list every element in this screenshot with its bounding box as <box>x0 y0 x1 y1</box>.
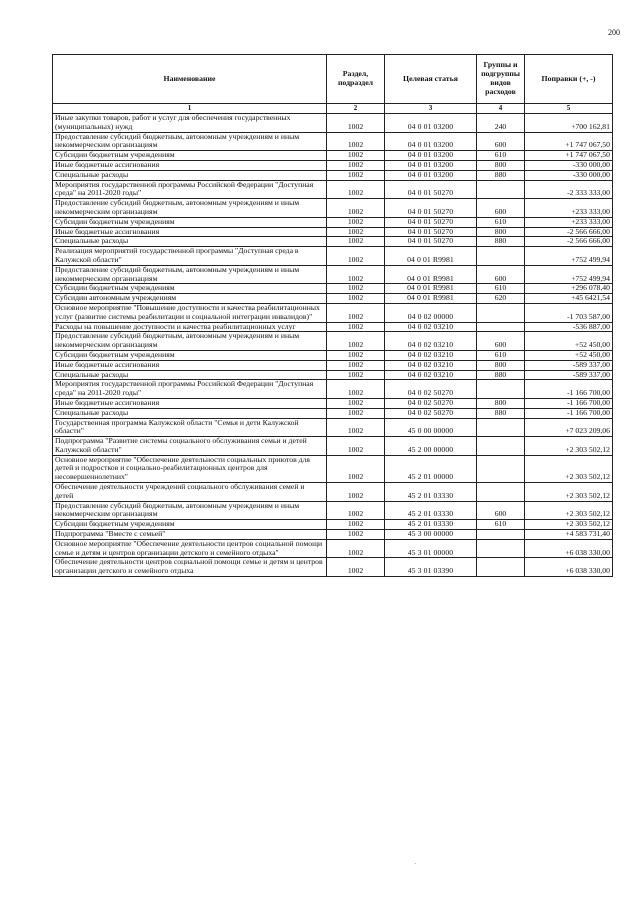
row-expense-group: 880 <box>477 370 525 380</box>
row-expense-group: 800 <box>477 160 525 170</box>
row-name: Иные закупки товаров, работ и услуг для обеспечения государственных (муниципальных) нужд <box>53 114 327 133</box>
table-row <box>53 418 613 437</box>
row-amount: +233 333,00 <box>525 199 613 218</box>
row-amount: -2 566 666,00 <box>525 227 613 237</box>
row-target-code: 04 0 01 R9981 <box>385 265 477 284</box>
row-name: Иные бюджетные ассигнования <box>53 160 327 170</box>
row-name: Мероприятия государственной программы Российской Федерации "Доступная среда" на 2011-2020 годы" <box>53 380 327 399</box>
row-target-code: 45 3 01 00000 <box>385 539 477 558</box>
row-expense-group <box>477 247 525 266</box>
row-section: 1002 <box>327 227 385 237</box>
row-expense-group: 600 <box>477 501 525 520</box>
row-name: Субсидии автономным учреждениям <box>53 294 327 304</box>
column-number: 1 <box>53 104 327 114</box>
row-amount: +6 038 330,00 <box>525 539 613 558</box>
header-name: Наименование <box>53 55 327 104</box>
table-row <box>53 483 613 502</box>
row-amount: -1 166 700,00 <box>525 380 613 399</box>
row-name: Предоставление субсидий бюджетным, автономным учреждениям и иным некоммерческим организациям <box>53 199 327 218</box>
row-amount: -330 000,00 <box>525 170 613 180</box>
table-row <box>53 132 613 151</box>
row-section: 1002 <box>327 160 385 170</box>
column-number: 2 <box>327 104 385 114</box>
row-name: Иные бюджетные ассигнования <box>53 360 327 370</box>
row-section: 1002 <box>327 303 385 322</box>
row-name: Государственная программа Калужской области "Семья и дети Калужской области" <box>53 418 327 437</box>
row-expense-group <box>477 322 525 332</box>
row-section: 1002 <box>327 418 385 437</box>
row-target-code: 04 0 02 03210 <box>385 322 477 332</box>
row-target-code: 04 0 01 03200 <box>385 132 477 151</box>
row-name: Расходы на повышение доступности и качества реабилитационных услуг <box>53 322 327 332</box>
row-name: Основное мероприятие "Обеспечение деятельности социальных приютов для детей и подростков и социально-реабилитационных центров для несовершеннолетних" <box>53 455 327 482</box>
row-amount: +752 499,94 <box>525 247 613 266</box>
row-name: Предоставление субсидий бюджетным, автономным учреждениям и иным некоммерческим организациям <box>53 332 327 351</box>
row-name: Субсидии бюджетным учреждениям <box>53 520 327 530</box>
row-name: Обеспечение деятельности учреждений социального обслуживания семей и детей <box>53 483 327 502</box>
row-section: 1002 <box>327 247 385 266</box>
row-expense-group <box>477 380 525 399</box>
table-row <box>53 199 613 218</box>
row-name: Реализация мероприятий государственной программы "Доступная среда в Калужской области" <box>53 247 327 266</box>
row-section: 1002 <box>327 132 385 151</box>
row-section: 1002 <box>327 322 385 332</box>
row-expense-group <box>477 180 525 199</box>
row-section: 1002 <box>327 398 385 408</box>
row-amount: +2 303 502,12 <box>525 501 613 520</box>
row-section: 1002 <box>327 151 385 161</box>
row-section: 1002 <box>327 114 385 133</box>
row-target-code: 04 0 01 50270 <box>385 180 477 199</box>
row-target-code: 04 0 02 50270 <box>385 380 477 399</box>
row-expense-group <box>477 455 525 482</box>
row-amount: -1 703 587,00 <box>525 303 613 322</box>
table-row <box>53 437 613 456</box>
row-section: 1002 <box>327 483 385 502</box>
scan-mark: · <box>414 860 417 868</box>
table-row <box>53 398 613 408</box>
row-expense-group: 880 <box>477 170 525 180</box>
row-target-code: 04 0 01 R9981 <box>385 247 477 266</box>
row-expense-group <box>477 303 525 322</box>
row-expense-group: 800 <box>477 360 525 370</box>
row-amount: +2 303 502,12 <box>525 437 613 456</box>
row-name: Специальные расходы <box>53 370 327 380</box>
row-target-code: 04 0 01 50270 <box>385 227 477 237</box>
row-name: Основное мероприятие "Повышение доступности и качества реабилитационных услуг (развитие системы реабилитации и социальной интеграции инвалидов)" <box>53 303 327 322</box>
row-target-code: 04 0 02 50270 <box>385 408 477 418</box>
header-amount: Поправки (+, -) <box>525 55 613 104</box>
row-expense-group: 880 <box>477 408 525 418</box>
table-row <box>53 350 613 360</box>
table-header-row <box>53 55 613 104</box>
column-numbers-row <box>53 104 613 114</box>
row-target-code: 45 3 01 03390 <box>385 558 477 577</box>
row-amount: +4 583 731,40 <box>525 530 613 540</box>
row-expense-group: 880 <box>477 237 525 247</box>
row-amount: -536 887,00 <box>525 322 613 332</box>
budget-amendments-table <box>52 54 613 577</box>
row-name: Субсидии бюджетным учреждениям <box>53 350 327 360</box>
row-section: 1002 <box>327 501 385 520</box>
row-target-code: 04 0 02 03210 <box>385 350 477 360</box>
table-row <box>53 180 613 199</box>
row-name: Обеспечение деятельности центров социальной помощи семье и детям и центров организации детского и семейного отдыха <box>53 558 327 577</box>
row-amount: +2 303 502,12 <box>525 483 613 502</box>
row-name: Специальные расходы <box>53 408 327 418</box>
row-expense-group <box>477 437 525 456</box>
table-row <box>53 114 613 133</box>
table-row <box>53 294 613 304</box>
row-expense-group: 610 <box>477 520 525 530</box>
row-target-code: 04 0 02 50270 <box>385 398 477 408</box>
header-target: Целевая статья <box>385 55 477 104</box>
table-row <box>53 539 613 558</box>
row-amount: -2 566 666,00 <box>525 237 613 247</box>
row-name: Специальные расходы <box>53 237 327 247</box>
row-name: Подпрограмма "Развитие системы социального обслуживания семьи и детей Калужской области" <box>53 437 327 456</box>
row-target-code: 45 2 01 03330 <box>385 520 477 530</box>
row-section: 1002 <box>327 284 385 294</box>
row-section: 1002 <box>327 370 385 380</box>
row-target-code: 04 0 01 03200 <box>385 151 477 161</box>
row-name: Специальные расходы <box>53 170 327 180</box>
row-name: Субсидии бюджетным учреждениям <box>53 217 327 227</box>
row-amount: +2 303 502,12 <box>525 455 613 482</box>
row-expense-group <box>477 483 525 502</box>
row-target-code: 04 0 01 R9981 <box>385 294 477 304</box>
table-row <box>53 455 613 482</box>
row-section: 1002 <box>327 199 385 218</box>
row-amount: -1 166 700,00 <box>525 408 613 418</box>
row-target-code: 04 0 01 50270 <box>385 237 477 247</box>
row-name: Основное мероприятие "Обеспечение деятельности центров социальной помощи семье и детям и центров организации детского и семейного отдыха" <box>53 539 327 558</box>
page-number: 200 <box>608 28 620 37</box>
row-section: 1002 <box>327 408 385 418</box>
row-name: Мероприятия государственной программы Российской Федерации "Доступная среда" на 2011-2020 годы" <box>53 180 327 199</box>
header-section: Раздел, подраздел <box>327 55 385 104</box>
table-row <box>53 170 613 180</box>
row-amount: +1 747 067,50 <box>525 151 613 161</box>
row-amount: -1 166 700,00 <box>525 398 613 408</box>
row-amount: -589 337,00 <box>525 370 613 380</box>
row-target-code: 04 0 01 50270 <box>385 199 477 218</box>
row-name: Иные бюджетные ассигнования <box>53 398 327 408</box>
table-row <box>53 160 613 170</box>
row-section: 1002 <box>327 170 385 180</box>
row-target-code: 04 0 01 50270 <box>385 217 477 227</box>
row-amount: +6 038 330,00 <box>525 558 613 577</box>
row-target-code: 04 0 01 R9981 <box>385 284 477 294</box>
row-amount: +752 499,94 <box>525 265 613 284</box>
row-name: Подпрограмма "Вместе с семьей" <box>53 530 327 540</box>
table-row <box>53 265 613 284</box>
row-amount: +45 6421,54 <box>525 294 613 304</box>
table-row <box>53 501 613 520</box>
row-section: 1002 <box>327 332 385 351</box>
row-amount: +1 747 067,50 <box>525 132 613 151</box>
row-section: 1002 <box>327 530 385 540</box>
table-row <box>53 408 613 418</box>
row-expense-group: 800 <box>477 398 525 408</box>
table-row <box>53 227 613 237</box>
row-target-code: 45 2 01 03330 <box>385 501 477 520</box>
row-amount: +52 450,00 <box>525 350 613 360</box>
row-name: Субсидии бюджетным учреждениям <box>53 151 327 161</box>
row-expense-group: 610 <box>477 217 525 227</box>
row-name: Иные бюджетные ассигнования <box>53 227 327 237</box>
row-amount: +296 078,40 <box>525 284 613 294</box>
row-expense-group: 800 <box>477 227 525 237</box>
row-expense-group: 610 <box>477 284 525 294</box>
row-target-code: 45 2 00 00000 <box>385 437 477 456</box>
table-row <box>53 151 613 161</box>
row-section: 1002 <box>327 180 385 199</box>
column-number: 4 <box>477 104 525 114</box>
column-number: 5 <box>525 104 613 114</box>
row-target-code: 45 0 00 00000 <box>385 418 477 437</box>
row-name: Предоставление субсидий бюджетным, автономным учреждениям и иным некоммерческим организациям <box>53 501 327 520</box>
row-section: 1002 <box>327 380 385 399</box>
row-target-code: 45 3 00 00000 <box>385 530 477 540</box>
row-expense-group <box>477 558 525 577</box>
table-row <box>53 332 613 351</box>
row-target-code: 04 0 01 03200 <box>385 170 477 180</box>
row-amount: -589 337,00 <box>525 360 613 370</box>
row-section: 1002 <box>327 360 385 370</box>
row-expense-group <box>477 539 525 558</box>
row-expense-group: 610 <box>477 350 525 360</box>
row-target-code: 04 0 01 03200 <box>385 114 477 133</box>
row-expense-group: 240 <box>477 114 525 133</box>
row-expense-group: 610 <box>477 151 525 161</box>
row-amount: +233 333,00 <box>525 217 613 227</box>
row-expense-group: 600 <box>477 132 525 151</box>
row-expense-group: 600 <box>477 199 525 218</box>
row-section: 1002 <box>327 265 385 284</box>
table-row <box>53 380 613 399</box>
header-group: Группы и подгруппы видов расходов <box>477 55 525 104</box>
row-target-code: 45 2 01 03330 <box>385 483 477 502</box>
row-section: 1002 <box>327 217 385 227</box>
table-row <box>53 303 613 322</box>
row-amount: +7 023 209,06 <box>525 418 613 437</box>
row-amount: -330 000,00 <box>525 160 613 170</box>
row-expense-group: 620 <box>477 294 525 304</box>
row-section: 1002 <box>327 539 385 558</box>
row-target-code: 04 0 01 03200 <box>385 160 477 170</box>
row-target-code: 45 2 01 00000 <box>385 455 477 482</box>
table-row <box>53 558 613 577</box>
row-amount: +52 450,00 <box>525 332 613 351</box>
row-target-code: 04 0 02 03210 <box>385 332 477 351</box>
row-amount: +700 162,81 <box>525 114 613 133</box>
row-target-code: 04 0 02 00000 <box>385 303 477 322</box>
row-name: Предоставление субсидий бюджетным, автономным учреждениям и иным некоммерческим организациям <box>53 265 327 284</box>
table-row <box>53 217 613 227</box>
row-section: 1002 <box>327 294 385 304</box>
row-amount: -2 333 333,00 <box>525 180 613 199</box>
row-section: 1002 <box>327 558 385 577</box>
row-target-code: 04 0 02 03210 <box>385 360 477 370</box>
row-section: 1002 <box>327 437 385 456</box>
row-expense-group: 600 <box>477 332 525 351</box>
row-amount: +2 303 502,12 <box>525 520 613 530</box>
row-section: 1002 <box>327 237 385 247</box>
table-row <box>53 360 613 370</box>
row-name: Предоставление субсидий бюджетным, автономным учреждениям и иным некоммерческим организациям <box>53 132 327 151</box>
row-section: 1002 <box>327 520 385 530</box>
table-row <box>53 530 613 540</box>
row-name: Субсидии бюджетным учреждениям <box>53 284 327 294</box>
column-number: 3 <box>385 104 477 114</box>
row-expense-group <box>477 418 525 437</box>
row-section: 1002 <box>327 455 385 482</box>
table-row <box>53 247 613 266</box>
row-expense-group <box>477 530 525 540</box>
row-expense-group: 600 <box>477 265 525 284</box>
row-section: 1002 <box>327 350 385 360</box>
row-target-code: 04 0 02 03210 <box>385 370 477 380</box>
